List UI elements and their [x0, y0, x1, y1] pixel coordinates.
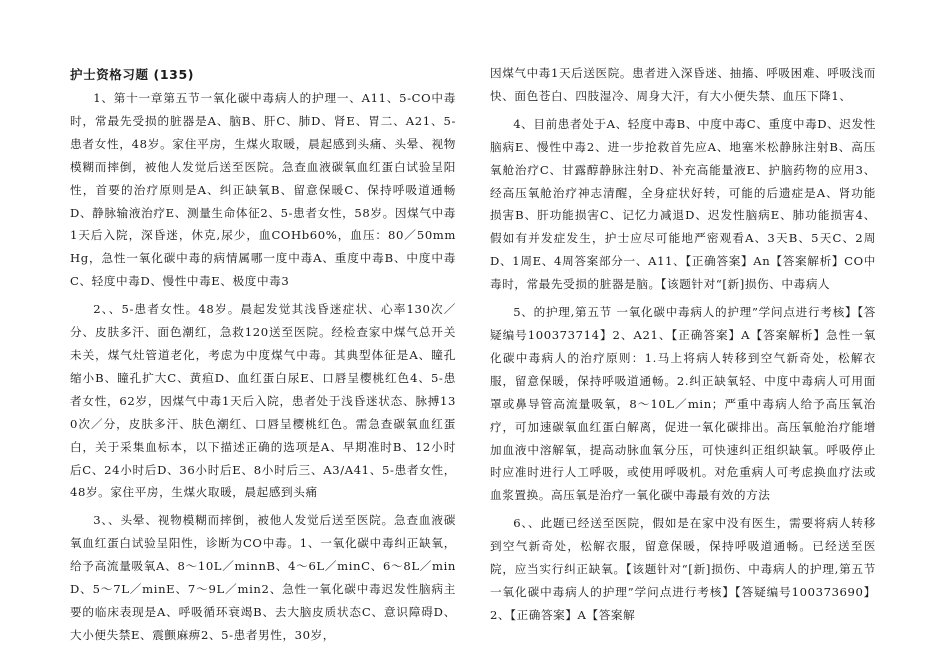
paragraph: 2、、5-患者女性。48岁。晨起发觉其浅昏迷症状、心率130次／分、皮肤多汗、面色潮红，急救120送至医院。经检查家中煤气总开关未关，煤气灶管道老化，考虑为中度煤气中毒。其典型体征是A、瞳孔缩小B、瞳孔扩大C、黄疸D、血红蛋白尿E、口唇呈樱桃红色4、5-患者女性，62岁，因煤气中毒1天后入院，患者处于浅昏迷状态、脉搏130次／分，皮肤多汗、肤色潮红、口唇呈樱桃红色。需急查碳氧血红蛋白，关于采集血标本，以下描述正确的选项是A、早期准时B、12小时后C、24小时后D、36小时后E、8小时后三、A3/A41、5-患者女性，48岁。家住平房，生煤火取暖，晨起感到头痛 — [70, 302, 456, 500]
right-column — [490, 62, 876, 632]
document-title: 护士资格习题 (135) — [70, 67, 195, 82]
paragraph: 4、目前患者处于A、轻度中毒B、中度中毒C、重度中毒D、迟发性脑病E、慢性中毒2、进一步抢救首先应A、地塞米松静脉注射B、高压氧舱治疗C、甘露醇静脉注射D、补充高能量液E、护脑药物的应用3、经高压氧舱治疗神志清醒，全身症状好转，可能的后遗症是A、肾功能损害B、肝功能损害C、记忆力减退D、迟发性脑病E、肺功能损害4、假如有并发症发生，护士应尽可能地严密观看A、3天B、5天C、2周D、1周E、4周答案部分一、A11、【正确答案】An【答案解析】CO中毒时，常最先受损的脏器是脑。【该题针对“[新]损伤、中毒病人 — [490, 116, 876, 292]
left-column — [70, 62, 456, 652]
paragraph: 5、的护理,第五节 一氧化碳中毒病人的护理”学问点进行考核】【答疑编号100373714】2、A21、【正确答案】A【答案解析】急性一氧化碳中毒病人的治疗原则：1.马上将病人转移到空气新奇处，松解衣服，留意保暖，保持呼吸道通畅。2.纠正缺氧轻、中度中毒病人可用面罩或鼻导管高流量吸氧，8～10L／min；严重中毒病人给予高压氧治疗，可加速碳氧血红蛋白解离，促进一氧化碳排出。高压氧舱治疗能增加血液中溶解氧，提高动脉血氧分压，可快速纠正组织缺氧。呼吸停止时应准时进行人工呼吸，或使用呼吸机。对危重病人可考虑换血疗法或血浆置换。高压氧是治疗一氧化碳中毒最有效的方法 — [490, 305, 876, 503]
paragraph: 1、第十一章第五节一氧化碳中毒病人的护理一、A11、5-CO中毒时，常最先受损的脏器是A、脑B、肝C、肺D、肾E、胃二、A21、5-患者女性，48岁。家住平房，生煤火取暖，晨起感到头痛、头晕、视物模糊而摔倒，被他人发觉后送至医院。急查血液碳氧血红蛋白试验呈阳性，首要的治疗原则是A、纠正缺氧B、留意保暖C、保持呼吸道通畅D、静脉输液治疗E、测量生命体征2、5-患者女性，58岁。因煤气中毒1天后入院，深昏迷，休克,尿少，血COHb60%，血压：80／50mmHg，急性一氧化碳中毒的病情属哪一度中毒A、重度中毒B、中度中毒C、轻度中毒D、慢性中毒E、极度中毒3 — [70, 91, 456, 289]
paragraph: 3、、头晕、视物模糊而摔倒，被他人发觉后送至医院。急查血液碳氧血红蛋白试验呈阳性，诊断为CO中毒。1、一氧化碳中毒纠正缺氧，给予高流量吸氧A、8～10L／minnB、4～6L／minC、6～8L／minD、5～7L／minE、7～9L／min2、急性一氧化碳中毒迟发性脑病主要的临床表现是A、呼吸循环衰竭B、去大脑皮质状态C、意识障碍D、大小便失禁E、震颤麻痹2、5-患者男性，30岁， — [70, 513, 456, 642]
paragraph: 因煤气中毒1天后送医院。患者进入深昏迷、抽搐、呼吸困难、呼吸浅而快、面色苍白、四肢湿冷、周身大汗，有大小便失禁、血压下降1、 — [490, 66, 876, 103]
paragraph: 6、、此题已经送至医院，假如是在家中没有医生，需要将病人转移到空气新奇处，松解衣服，留意保暖，保持呼吸道通畅。已经送至医院，应当实行纠正缺氧。【该题针对“[新]损伤、中毒病人的护理,第五节 一氧化碳中毒病人的护理”学问点进行考核】【答疑编号100373690】2、【正确答案】A【答案解 — [490, 516, 876, 622]
